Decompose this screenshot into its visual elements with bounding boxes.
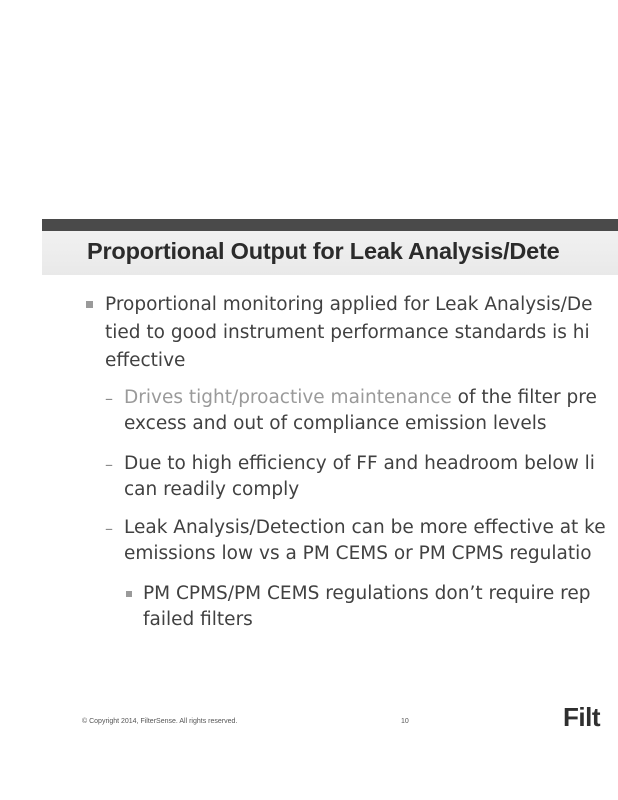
footer-page-number: 10 xyxy=(401,718,409,725)
slide-title: Proportional Output for Leak Analysis/Dete xyxy=(87,238,560,264)
footer-copyright: © Copyright 2014, FilterSense. All rights reserved. xyxy=(82,718,238,725)
sub-bullet-3-line-1: Leak Analysis/Detection can be more effective at ke xyxy=(124,517,606,538)
dash-bullet-icon: – xyxy=(105,455,113,474)
square-bullet-icon xyxy=(126,591,132,597)
sub-bullet-2-line-2: can readily comply xyxy=(124,479,300,500)
sub-bullet-2-line-1: Due to high efficiency of FF and headroom below li xyxy=(124,453,595,474)
sub-bullet-1-highlight: Drives tight/proactive maintenance xyxy=(124,387,452,408)
filtersense-logo: Filt xyxy=(563,702,600,732)
sub-bullet-1-rest: of the filter pre xyxy=(451,387,597,408)
square-bullet-icon xyxy=(86,301,93,308)
sub-sub-bullet-1-line-2: failed filters xyxy=(143,609,253,630)
sub-bullet-3-line-2: emissions low vs a PM CEMS or PM CPMS regulatio xyxy=(124,543,592,564)
dash-bullet-icon: – xyxy=(105,389,113,408)
dash-bullet-icon: – xyxy=(105,519,113,538)
sub-bullet-1-line-1 xyxy=(124,385,597,411)
bullet-1-line-1: Proportional monitoring applied for Leak Analysis/De xyxy=(105,294,593,315)
sub-bullet-1-line-2: excess and out of compliance emission levels xyxy=(124,413,547,434)
bullet-1-line-3: effective xyxy=(105,350,186,371)
sub-sub-bullet-1-line-1: PM CPMS/PM CEMS regulations don’t require rep xyxy=(143,583,591,604)
bullet-1-line-2: tied to good instrument performance standards is hi xyxy=(105,322,590,343)
